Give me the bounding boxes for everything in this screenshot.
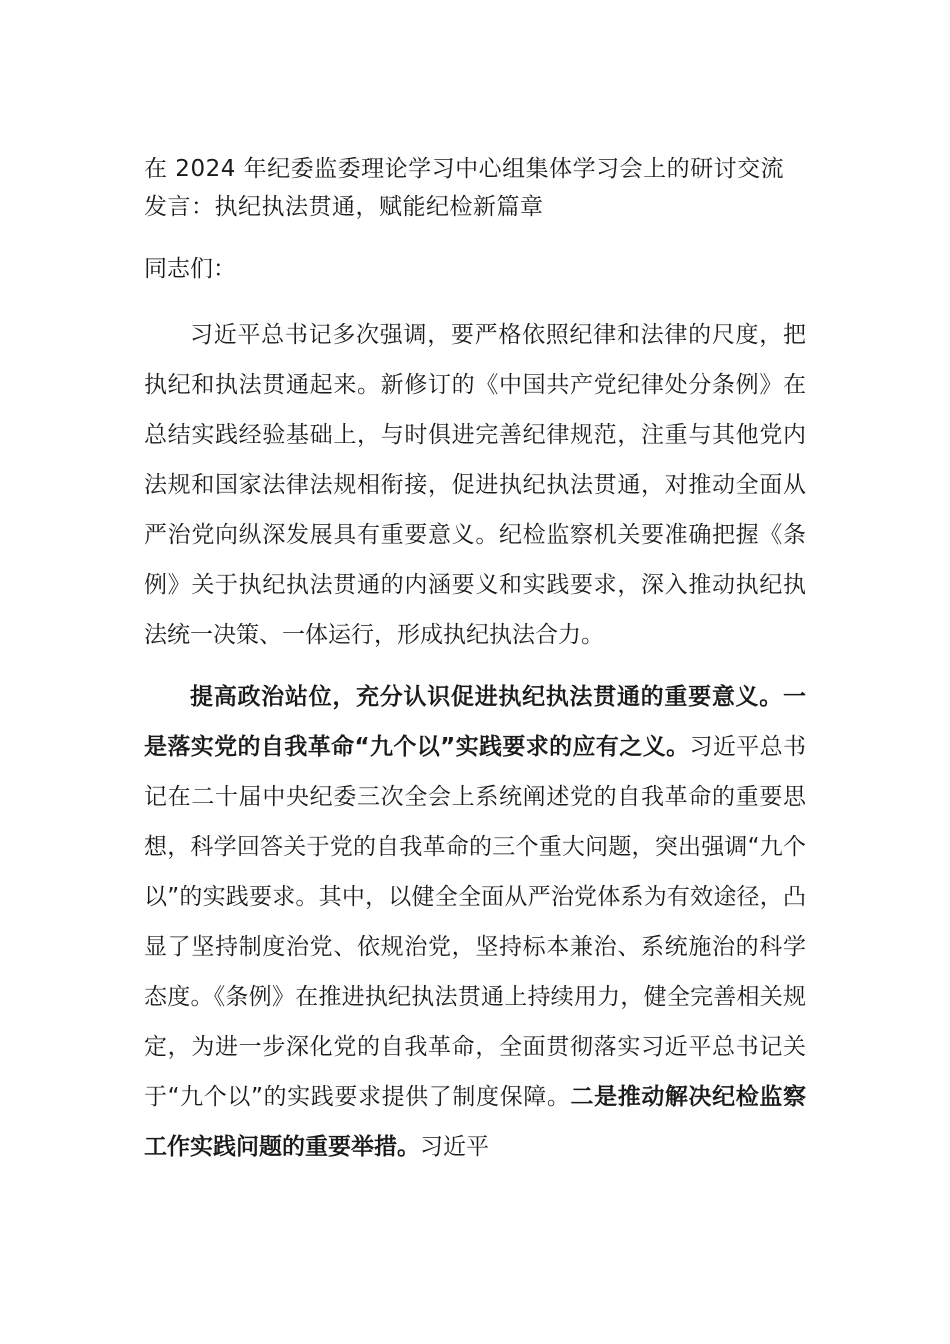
paragraph-2 (144, 672, 806, 1172)
point-1-title: 一是落实党的自我革命“九个以”实践要求的应有之义。 (144, 684, 806, 760)
point-2-title: 二是推动解决纪检监察工作实践问题的重要举措。 (144, 1084, 806, 1160)
point-1-body: 习近平总书记在二十届中央纪委三次全会上系统阐述党的自我革命的重要思想，科学回答关于党的自我革命的三个重大问题，突出强调“九个以”的实践要求。其中，以健全全面从严治党体系为有效途径，凸显了坚持制度治党、依规治党，坚持标本兼治、系统施治的科学态度。《条例》在推进执纪执法贯通上持续用力，健全完善相关规定，为进一步深化党的自我革命，全面贯彻落实习近平总书记关于“九个以”的实践要求提供了制度保障。 (144, 734, 807, 1110)
document-title-line-2: 发言：执纪执法贯通，赋能纪检新篇章 (144, 194, 544, 220)
section-heading: 提高政治站位，充分认识促进执纪执法贯通的重要意义。 (190, 684, 783, 710)
paragraph-1: 习近平总书记多次强调，要严格依照纪律和法律的尺度，把执纪和执法贯通起来。新修订的《中国共产党纪律处分条例》在总结实践经验基础上，与时俱进完善纪律规范，注重与其他党内法规和国家法律法规相衔接，促进执纪执法贯通，对推动全面从严治党向纵深发展具有重要意义。纪检监察机关要准确把握《条例》关于执纪执法贯通的内涵要义和实践要求，深入推动执纪执法统一决策、一体运行，形成执纪执法合力。 (144, 322, 806, 648)
point-2-body: 习近平 (420, 1134, 489, 1160)
document-title-line-1: 在 2024 年纪委监委理论学习中心组集体学习会上的研讨交流 (144, 156, 785, 182)
greeting: 同志们： (144, 256, 236, 282)
document-page (144, 150, 806, 1172)
